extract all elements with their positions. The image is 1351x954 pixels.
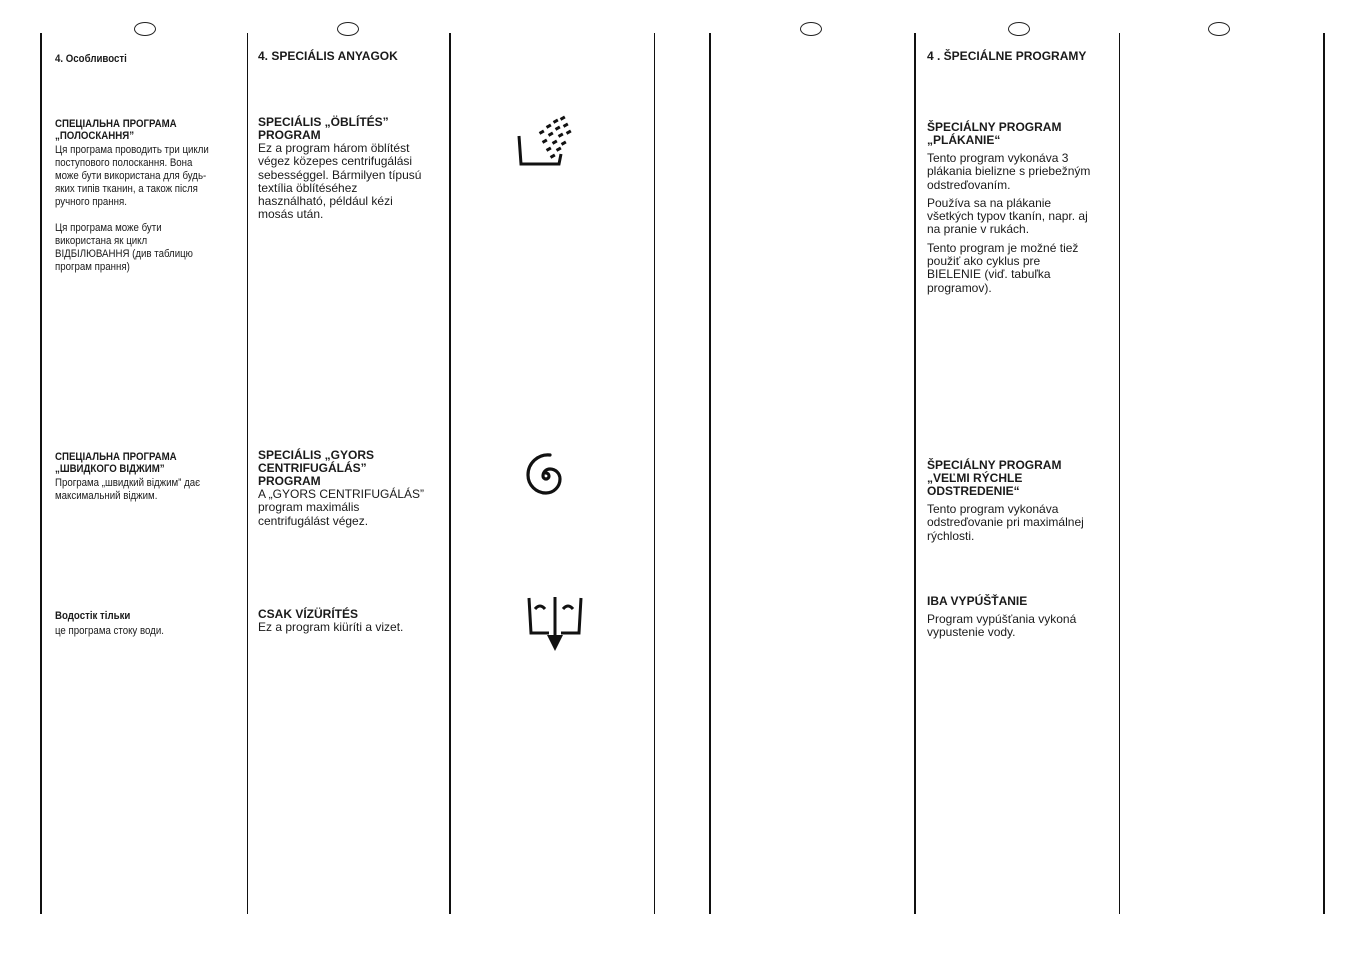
column-divider	[709, 33, 711, 914]
drain-body-sk: Program vypúšťania vykoná vypustenie vody.	[927, 612, 1077, 640]
section-title-sk: 4 . ŠPECIÁLNE PROGRAMY	[927, 49, 1087, 63]
drain-heading-uk: Водостік тільки	[55, 610, 131, 622]
rinse-heading-hu: SPECIÁLIS „ÖBLÍTÉS” PROGRAM	[258, 115, 389, 142]
spin-icon	[522, 452, 570, 500]
drain-heading-sk: IBA VYPÚŠŤANIE	[927, 594, 1028, 608]
drain-icon	[526, 595, 584, 653]
spin-heading-hu: SPECIÁLIS „GYORS CENTRIFUGÁLÁS” PROGRAM	[258, 448, 375, 488]
rinse-body-uk: Ця програма проводить три цикли поступового полоскання. Вона може бути використана для будь- яких типів тканин, а також після ручного прання.	[55, 144, 209, 208]
column-divider	[1119, 33, 1120, 914]
rinse-icon	[515, 116, 575, 168]
column-divider	[914, 33, 916, 914]
section-title-hu: 4. SPECIÁLIS ANYAGOK	[258, 49, 398, 63]
language-marker-icon	[337, 22, 359, 36]
rinse-heading-uk: СПЕЦІАЛЬНА ПРОГРАМА „ПОЛОСКАННЯ”	[55, 118, 177, 142]
column-divider	[1323, 33, 1325, 914]
spin-body-uk: Програма „швидкий віджим” дає максимальний віджим.	[55, 477, 201, 502]
spin-body-hu: A „GYORS CENTRIFUGÁLÁS” program maximális centrifugálást végez.	[258, 487, 425, 528]
rinse-section-hu	[258, 116, 421, 222]
drain-section-hu	[258, 608, 403, 634]
drain-heading-hu: CSAK VÍZÜRÍTÉS	[258, 607, 359, 621]
rinse-body-hu: Ez a program három öblítést végez közepes centrifugálási sebességgel. Bármilyen típusú textília öblítéséhez használható, például kézi mosás után.	[258, 141, 422, 222]
drain-body-hu: Ez a program kiüríti a vizet.	[258, 620, 404, 634]
spin-body-sk: Tento program vykonáva odstreďovanie pri maximálnej rýchlosti.	[927, 502, 1084, 543]
spin-section-sk	[927, 459, 1084, 548]
rinse-body2-sk: Používa sa na plákanie všetkých typov tkanín, napr. aj na pranie v rukách.	[927, 195, 1088, 237]
drain-body-uk: це програма стоку води.	[55, 625, 164, 637]
drain-section-sk	[927, 595, 1076, 645]
section-title-uk: 4. Особливості	[55, 53, 127, 65]
column-divider	[654, 33, 655, 914]
rinse-section-uk	[55, 118, 250, 274]
spin-heading-uk: СПЕЦІАЛЬНА ПРОГРАМА „ШВИДКОГО ВІДЖИМ”	[55, 451, 177, 475]
language-marker-icon	[134, 22, 156, 36]
rinse-section-sk	[927, 121, 1090, 300]
language-marker-icon	[1008, 22, 1030, 36]
rinse-body-sk: Tento program vykonáva 3 plákania bielizne s priebežným odstreďovaním.	[927, 151, 1091, 192]
spin-section-uk	[55, 451, 250, 503]
drain-section-uk	[55, 610, 250, 638]
rinse-body3-sk: Tento program je možné tiež použiť ako cyklus pre BIELENIE (viď. tabuľka programov).	[927, 240, 1079, 295]
language-marker-icon	[800, 22, 822, 36]
spin-section-hu	[258, 449, 424, 528]
column-divider	[449, 33, 451, 914]
language-marker-icon	[1208, 22, 1230, 36]
rinse-heading-sk: ŠPECIÁLNY PROGRAM „PLÁKANIE“	[927, 120, 1062, 147]
spin-heading-sk: ŠPECIÁLNY PROGRAM „VEĽMI RÝCHLE ODSTREDENIE“	[927, 458, 1062, 498]
column-divider	[40, 33, 42, 914]
rinse-body2-uk: Ця програма може бути використана як цикл ВІДБІЛЮВАННЯ (див таблицю програм прання)	[55, 222, 193, 273]
